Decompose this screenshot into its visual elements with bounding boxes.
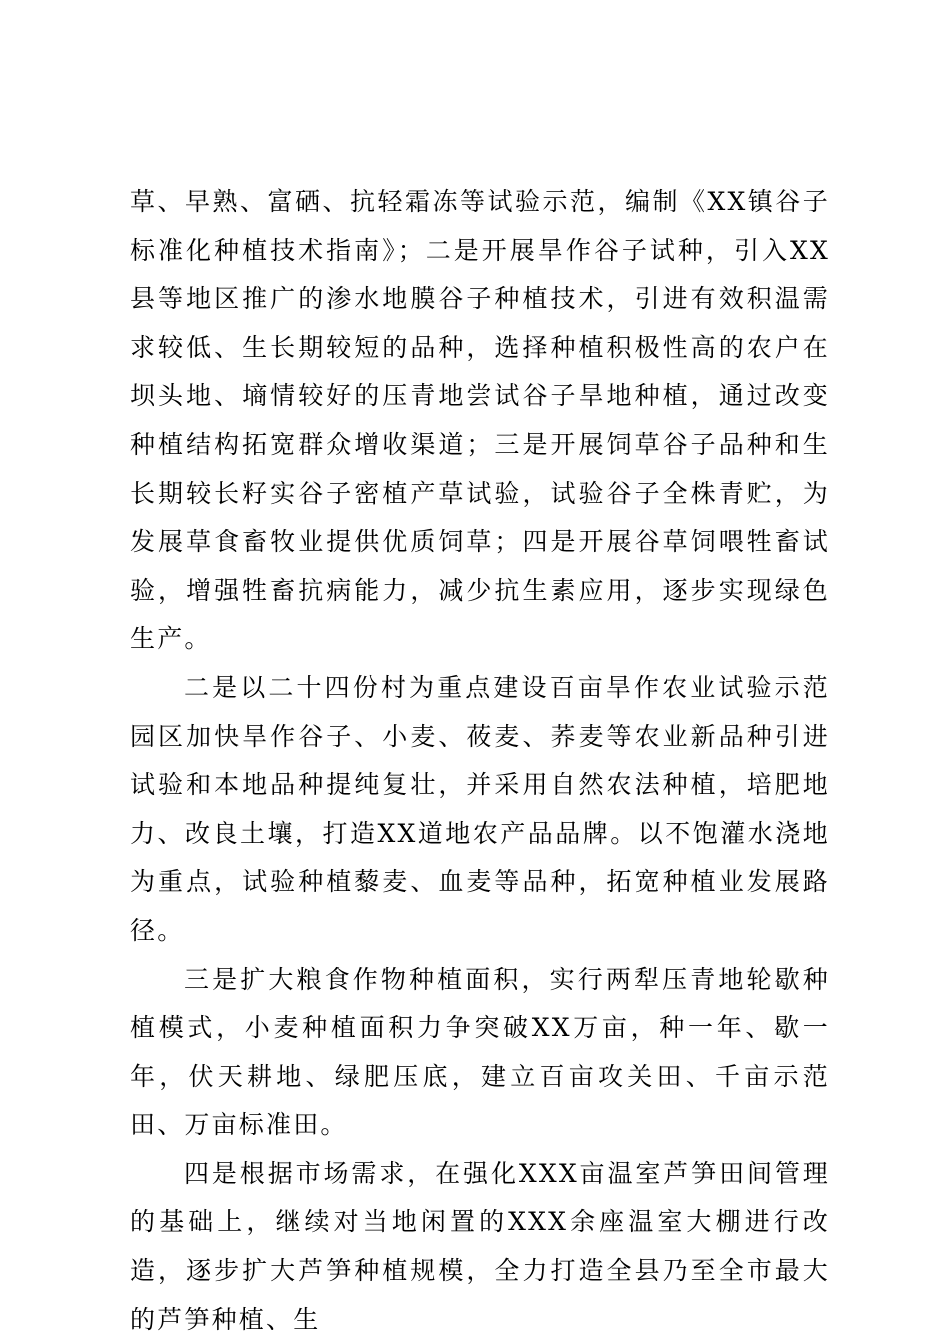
paragraph-item-three: 三是扩大粮食作物种植面积，实行两犁压青地轮歇种植模式，小麦种植面积力争突破XX万亩，种一年、歇一年，伏天耕地、绿肥压底，建立百亩攻关田、千亩示范田、万亩标准田。 xyxy=(130,964,830,1140)
paragraph-item-four: 四是根据市场需求，在强化XXX亩温室芦笋田间管理的基础上，继续对当地闲置的XXX余座温室大棚进行改造，逐步扩大芦笋种植规模，全力打造全县乃至全市最大的芦笋种植、生 xyxy=(130,1158,830,1334)
document-body xyxy=(130,178,830,1344)
paragraph-item-two: 二是以二十四份村为重点建设百亩旱作农业试验示范园区加快旱作谷子、小麦、莜麦、荞麦等农业新品种引进试验和本地品种提纯复壮，并采用自然农法种植，培肥地力、改良土壤，打造XX道地农产品品牌。以不饱灌水浇地为重点，试验种植藜麦、血麦等品种，拓宽种植业发展路径。 xyxy=(130,672,830,945)
paragraph-continuation: 草、早熟、富硒、抗轻霜冻等试验示范，编制《XX镇谷子标准化种植技术指南》；二是开展旱作谷子试种，引入XX县等地区推广的渗水地膜谷子种植技术，引进有效积温需求较低、生长期较短的品种，选择种植积极性高的农户在坝头地、墒情较好的压青地尝试谷子旱地种植，通过改变种植结构拓宽群众增收渠道；三是开展饲草谷子品种和生长期较长籽实谷子密植产草试验，试验谷子全株青贮，为发展草食畜牧业提供优质饲草；四是开展谷草饲喂牲畜试验，增强牲畜抗病能力，减少抗生素应用，逐步实现绿色生产。 xyxy=(130,187,830,654)
